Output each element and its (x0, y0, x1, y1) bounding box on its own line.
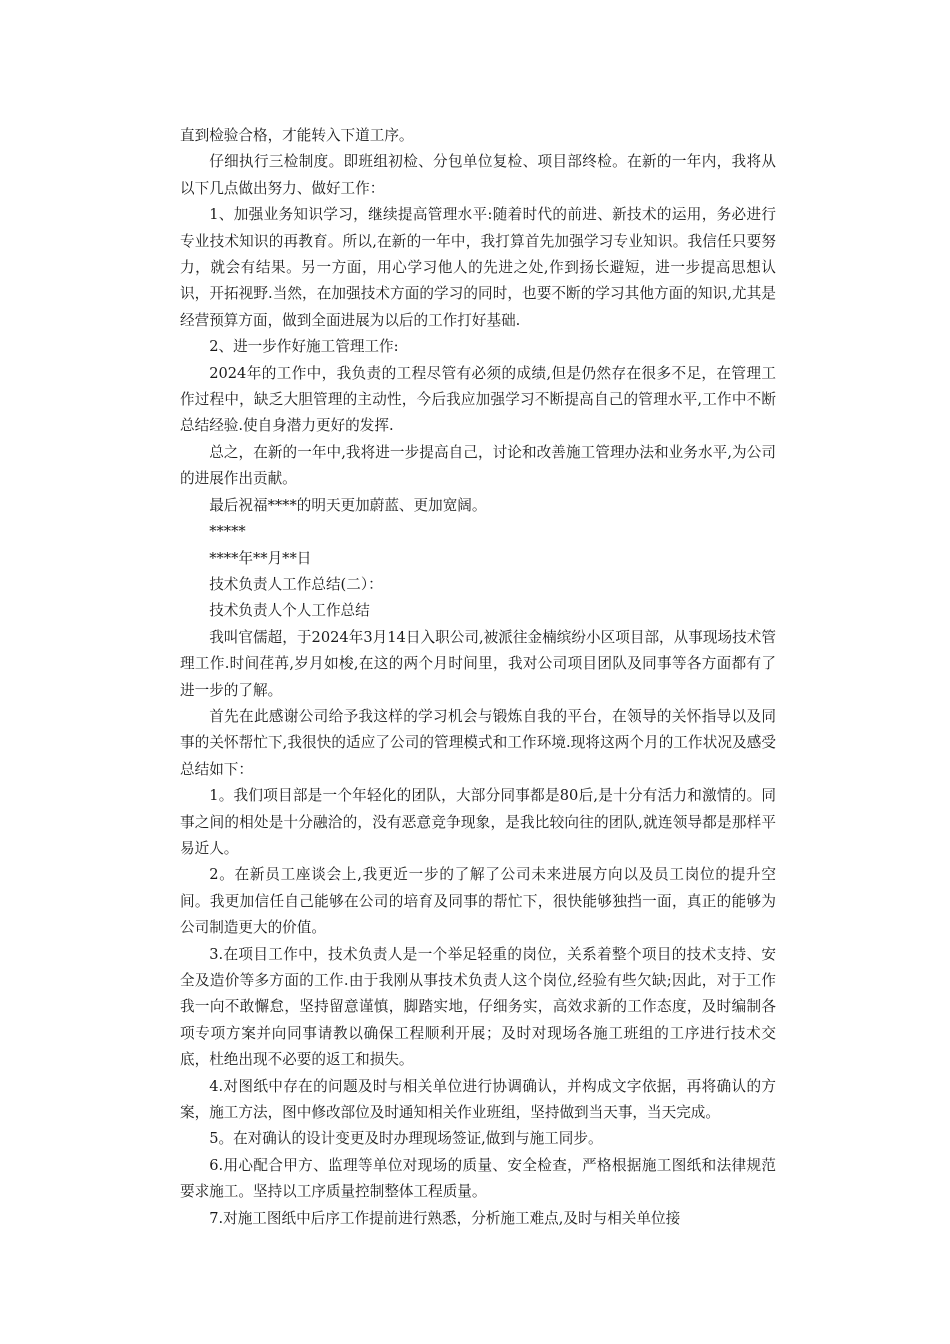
paragraph-item-7: 7.对施工图纸中后序工作提前进行熟悉，分析施工难点,及时与相关单位接 (209, 1209, 681, 1227)
paragraph-inspection-pass: 直到检验合格，才能转入下道工序。 (180, 127, 414, 144)
signature-name: ***** (209, 523, 246, 541)
paragraph-intro: 我叫官儒超，于2024年3月14日入职公司,被派往金楠缤纷小区项目部，从事现场技术管理工作.时间荏苒,岁月如梭,在这的两个月时间里，我对公司项目团队及同事等各方面都有了进一步的了解。 (180, 628, 776, 699)
paragraph-point-2-body: 2024年的工作中，我负责的工程尽管有必须的成绩,但是仍然存在很多不足，在管理工作过程中，缺乏大胆管理的主动性，今后我应加强学习不断提高自己的管理水平,工作中不断总结经验.使自身潜力更好的发挥. (180, 364, 776, 435)
paragraph-item-5: 5。在对确认的设计变更及时办理现场签证,做到与施工同步。 (209, 1130, 603, 1148)
paragraph-item-3: 3.在项目工作中，技术负责人是一个举足轻重的岗位，关系着整个项目的技术支持、安全及造价等多方面的工作.由于我刚从事技术负责人这个岗位,经验有些欠缺;因此，对于工作我一向不敢懈怠，坚持留意谨慎，脚踏实地，仔细务实，高效求新的工作态度，及时编制各项专项方案并向同事请教以确保工程顺利开展；及时对现场各施工班组的工序进行技术交底，杜绝出现不必要的返工和损失。 (180, 945, 776, 1069)
paragraph-conclusion: 总之，在新的一年中,我将进一步提高自己，讨论和改善施工管理办法和业务水平,为公司的进展作出贡献。 (180, 443, 776, 488)
paragraph-three-checks: 仔细执行三检制度。即班组初检、分包单位复检、项目部终检。在新的一年内，我将从以下几点做出努力、做好工作： (180, 153, 776, 197)
paragraph-thanks: 首先在此感谢公司给予我这样的学习机会与锻炼自我的平台，在领导的关怀指导以及同事的关怀帮忙下,我很快的适应了公司的管理模式和工作环境.现将这两个月的工作状况及感受总结如下： (180, 707, 776, 778)
paragraph-item-1: 1。我们项目部是一个年轻化的团队，大部分同事都是80后,是十分有活力和激情的。同事之间的相处是十分融洽的，没有恶意竞争现象，是我比较向往的团队,就连领导都是那样平易近人。 (180, 787, 776, 857)
paragraph-point-1-study: 1、加强业务知识学习，继续提高管理水平:随着时代的前进、新技术的运用，务必进行专业技术知识的再教育。所以,在新的一年中，我打算首先加强学习专业知识。我信任只要努力，就会有结果。另一方面，用心学习他人的先进之处,作到扬长避短，进一步提高思想认识，开拓视野.当然，在加强技术方面的学习的同时，也要不断的学习其他方面的知识,尤其是经营预算方面，做到全面进展为以后的工作打好基础. (180, 206, 776, 329)
paragraph-item-6: 6.用心配合甲方、监理等单位对现场的质量、安全检查，严格根据施工图纸和法律规范要求施工。坚持以工序质量控制整体工程质量。 (180, 1156, 776, 1201)
paragraph-item-4: 4.对图纸中存在的问题及时与相关单位进行协调确认，并构成文字依据，再将确认的方案，施工方法，图中修改部位及时通知相关作业班组，坚持做到当天事，当天完成。 (180, 1077, 776, 1122)
section-title-2: 技术负责人工作总结(二）： (209, 575, 383, 593)
document-page (180, 123, 776, 1232)
section-subtitle: 技术负责人个人工作总结 (209, 602, 370, 620)
paragraph-point-2-heading: 2、进一步作好施工管理工作: (209, 338, 399, 356)
paragraph-blessing: 最后祝福****的明天更加蔚蓝、更加宽阔。 (209, 496, 487, 514)
paragraph-item-2: 2。在新员工座谈会上,我更近一步的了解了公司未来进展方向以及员工岗位的提升空间。我更加信任自己能够在公司的培育及同事的帮忙下，很快能够独挡一面，真正的能够为公司制造更大的价值。 (180, 866, 776, 937)
signature-date: ****年**月**日 (209, 549, 312, 567)
